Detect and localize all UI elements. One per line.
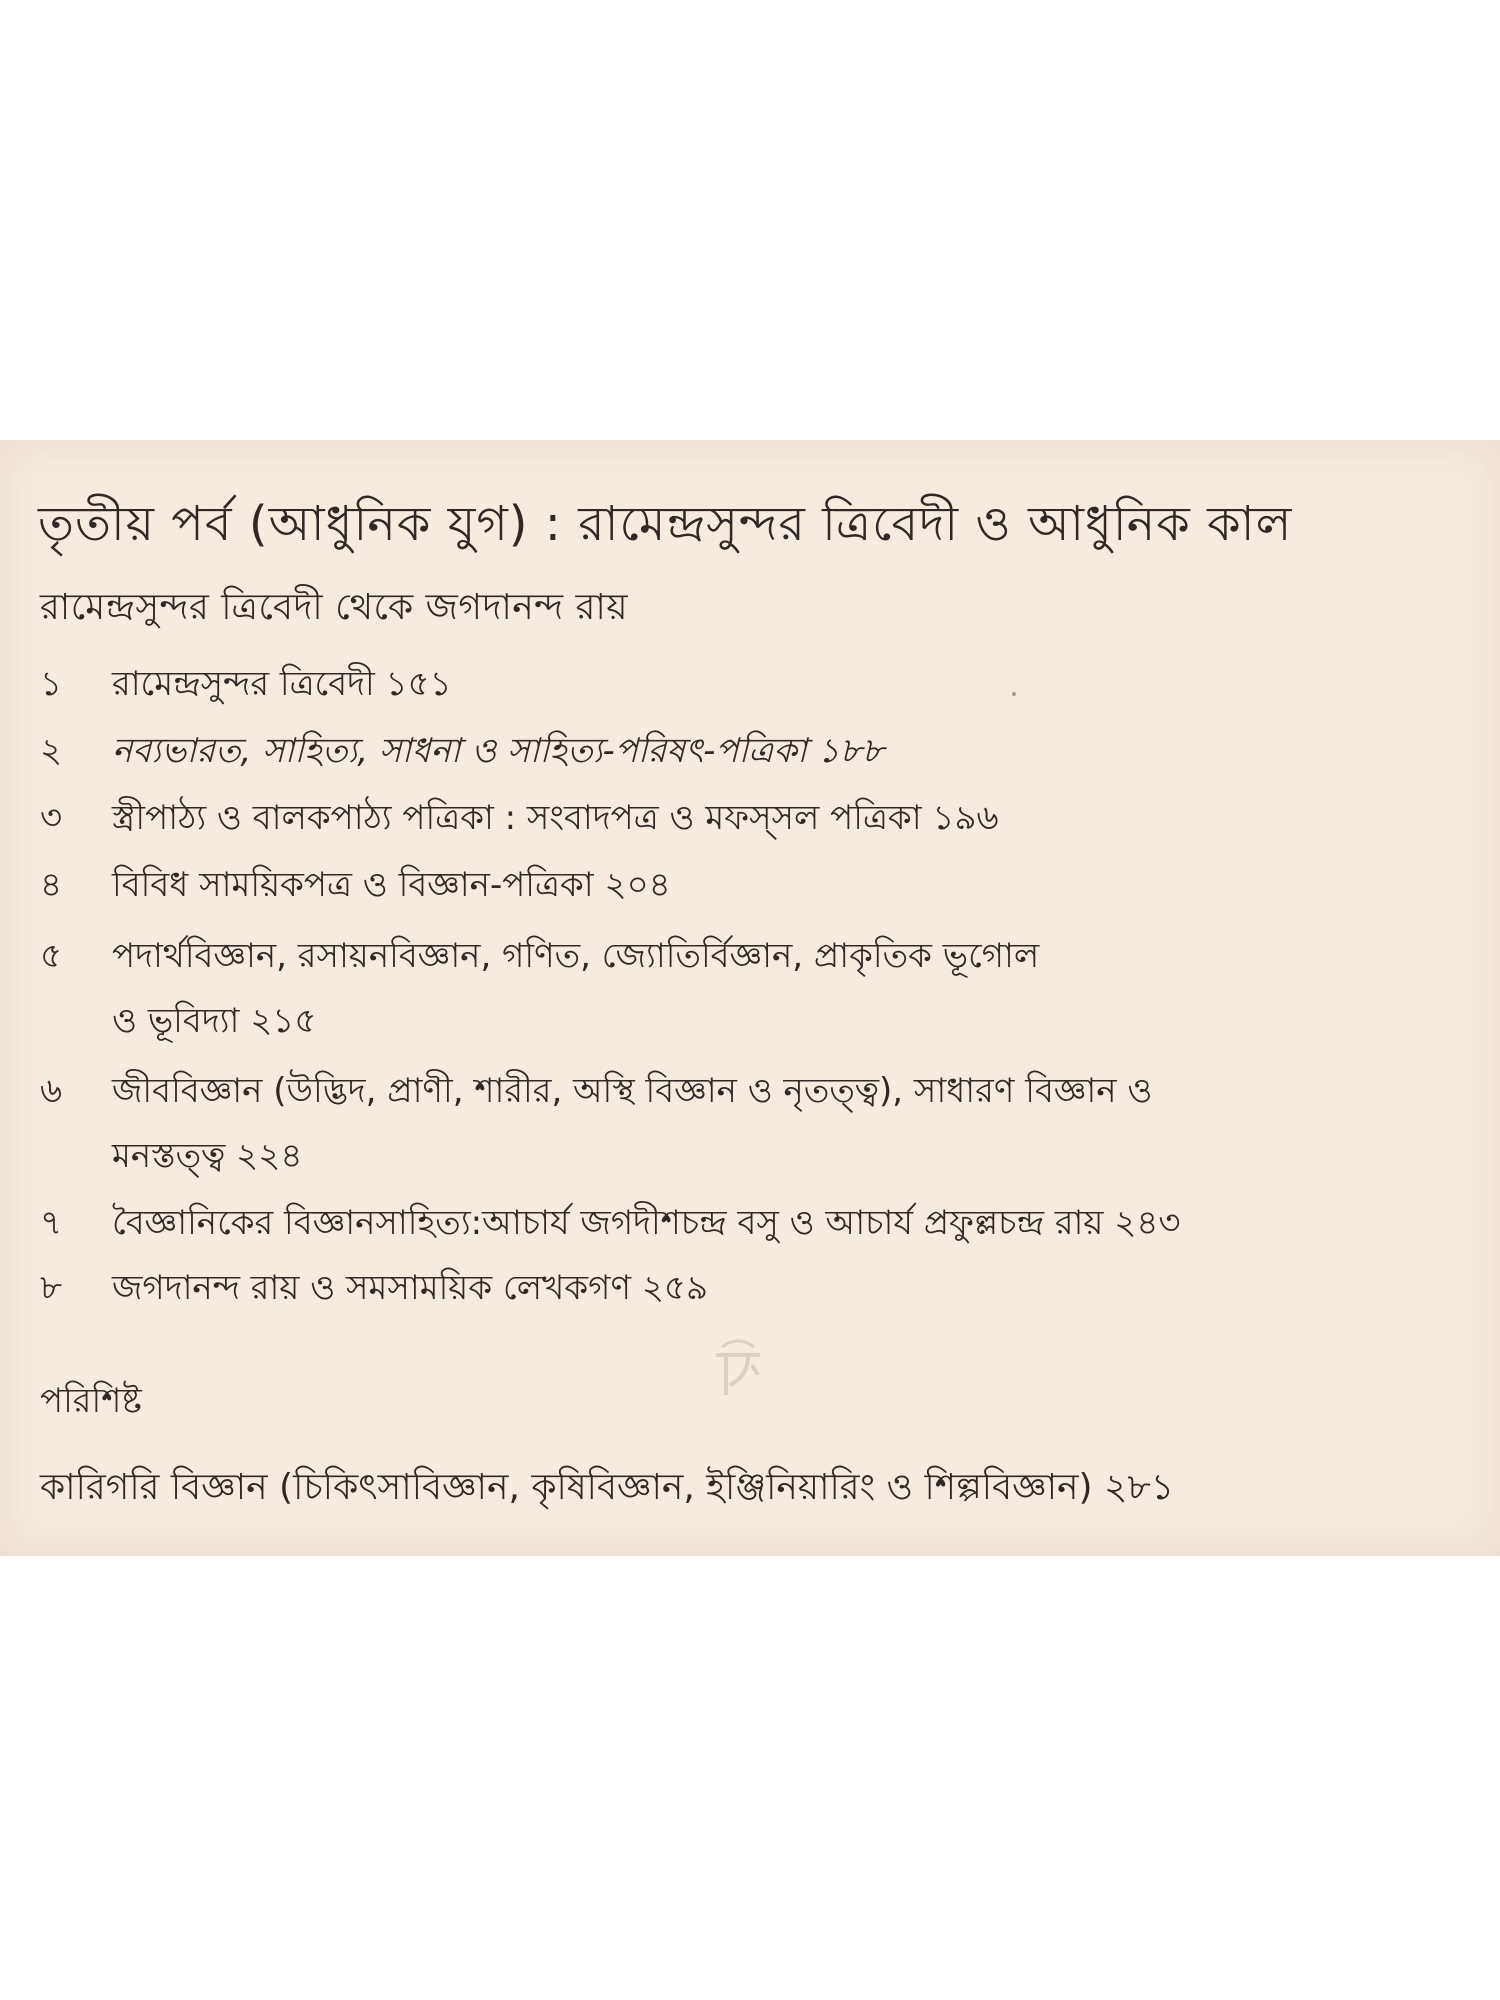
entry-text: নব্যভারত, সাহিত্য, সাধনা ও সাহিত্য-পরিষৎ-পত্রিকা ১৮৮ [112, 731, 884, 771]
entry-text: বিবিধ সাময়িকপত্র ও বিজ্ঞান-পত্রিকা ২০৪ [112, 865, 671, 905]
entry-text-continued: ও ভূবিদ্যা ২১৫ [112, 1001, 317, 1041]
entry-text: পদার্থবিজ্ঞান, রসায়নবিজ্ঞান, গণিত, জ্যোতির্বিজ্ঞান, প্রাকৃতিক ভূগোল [112, 936, 1040, 976]
entry-number: ৮ [40, 1268, 63, 1308]
appendix-entry: কারিগরি বিজ্ঞান (চিকিৎসাবিজ্ঞান, কৃষিবিজ্ঞান, ইঞ্জিনিয়ারিং ও শিল্পবিজ্ঞান) ২৮১ [40, 1467, 1175, 1508]
entry-text: স্ত্রীপাঠ্য ও বালকপাঠ্য পত্রিকা : সংবাদপত্র ও মফস্‌সল পত্রিকা ১৯৬ [112, 798, 999, 838]
entry-number: ৪ [40, 865, 63, 905]
entry-number: ২ [40, 731, 63, 771]
contents-text [0, 440, 1500, 1556]
appendix-title: পরিশিষ্ট [40, 1381, 142, 1421]
entry-text-continued: মনস্তত্ত্ব ২২৪ [112, 1136, 303, 1176]
entry-number: ৫ [40, 936, 63, 976]
entry-number: ৭ [40, 1203, 63, 1243]
entry-text: বৈজ্ঞানিকের বিজ্ঞানসাহিত্য:আচার্য জগদীশচন্দ্র বসু ও আচার্য প্রফুল্লচন্দ্র রায় ২৪৩ [112, 1203, 1181, 1243]
paper-speck [1012, 692, 1016, 696]
library-stamp-icon [708, 1335, 768, 1405]
entry-text: জগদানন্দ রায় ও সমসাময়িক লেখকগণ ২৫৯ [112, 1268, 709, 1308]
entry-text: জীববিজ্ঞান (উদ্ভিদ, প্রাণী, শারীর, অস্থি বিজ্ঞান ও নৃতত্ত্ব), সাধারণ বিজ্ঞান ও [112, 1071, 1153, 1111]
section-heading: তৃতীয় পর্ব (আধুনিক যুগ) : রামেন্দ্রসুন্দর ত্রিবেদী ও আধুনিক কাল [38, 496, 1293, 552]
section-subheading: রামেন্দ্রসুন্দর ত্রিবেদী থেকে জগদানন্দ রায় [40, 587, 629, 628]
entry-number: ৬ [40, 1071, 63, 1111]
paper-sheet [0, 440, 1500, 1556]
entry-number: ১ [40, 664, 63, 704]
entry-number: ৩ [40, 798, 63, 838]
entry-text: রামেন্দ্রসুন্দর ত্রিবেদী ১৫১ [112, 664, 452, 704]
